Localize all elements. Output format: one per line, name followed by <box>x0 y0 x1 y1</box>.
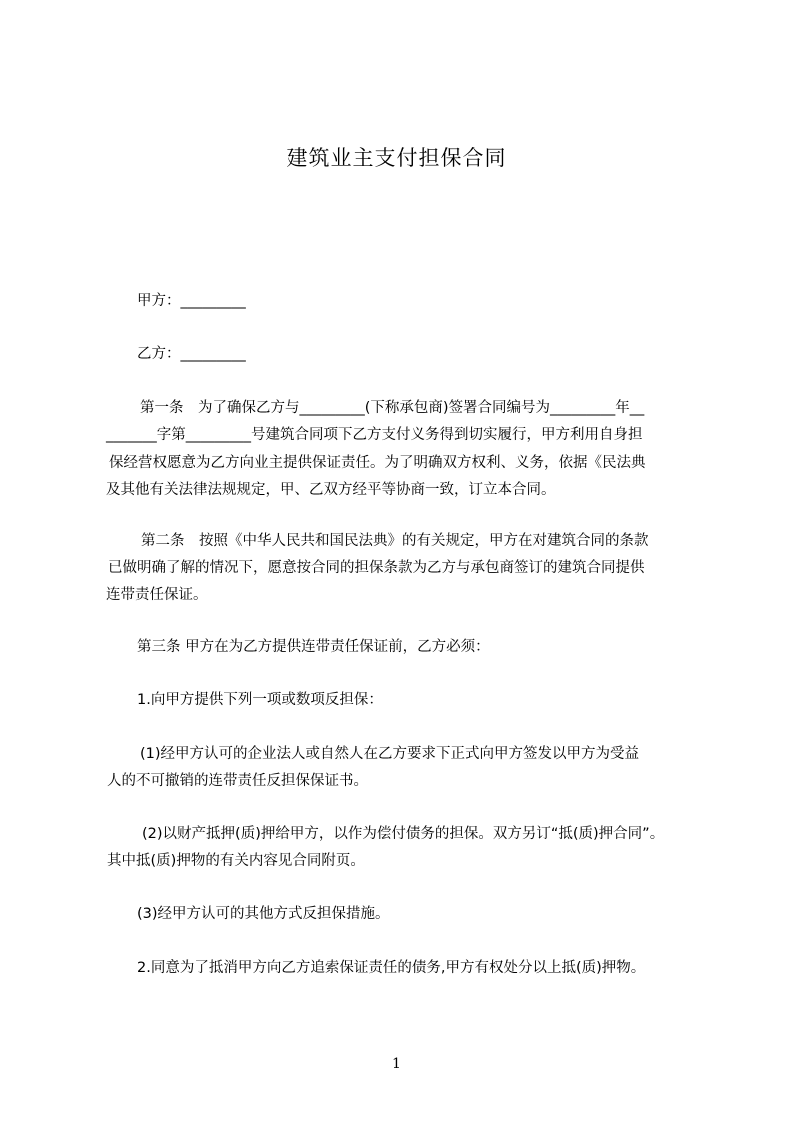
article3-item1: 1.向甲方提供下列一项或数项反担保： <box>137 692 383 708</box>
article3-heading: 第三条 甲方在为乙方提供连带责任保证前，乙方必须： <box>137 639 490 655</box>
article2-line2: 已做明确了解的情况下，愿意按合同的担保条款为乙方与承包商签订的建筑合同提供 <box>108 560 645 576</box>
article1-line4: 及其他有关法律法规规定，甲、乙双方经平等协商一致，订立本合同。 <box>106 482 556 498</box>
article2-line1: 第二条 按照《中华人民共和国民法典》的有关规定，甲方在对建筑合同的条款 <box>141 533 649 549</box>
party-b-line: 乙方：_________ <box>137 346 246 362</box>
article3-sub1-line1: (1)经甲方认可的企业法人或自然人在乙方要求下正式向甲方签发以甲方为受益 <box>140 746 640 762</box>
party-a-line: 甲方：_________ <box>137 293 246 309</box>
article1-line1: 第一条 为了确保乙方与_________(下称承包商)签署合同编号为_________年__ <box>140 400 645 416</box>
article3-item2: 2.同意为了抵消甲方向乙方追索保证责任的债务,甲方有权处分以上抵(质)押物。 <box>137 960 646 976</box>
page-number: 1 <box>392 1056 401 1072</box>
article3-sub2-line1: (2)以财产抵押(质)押给甲方，以作为偿付债务的担保。双方另订“抵(质)押合同”。 <box>142 826 665 842</box>
article1-line3: 保经营权愿意为乙方向业主提供保证责任。为了明确双方权利、义务，依据《民法典 <box>109 455 646 471</box>
article2-line3: 连带责任保证。 <box>106 587 208 603</box>
article3-sub2-line2: 其中抵(质)押物的有关内容见合同附页。 <box>107 853 365 869</box>
article3-sub1-line2: 人的不可撤销的连带责任反担保保证书。 <box>107 773 368 789</box>
article1-line2: _______字第_________号建筑合同项下乙方支付义务得到切实履行，甲方利用自身担 <box>106 427 643 443</box>
contract-title: 建筑业主支付担保合同 <box>286 146 507 170</box>
article3-sub3: (3)经甲方认可的其他方式反担保措施。 <box>137 906 390 922</box>
